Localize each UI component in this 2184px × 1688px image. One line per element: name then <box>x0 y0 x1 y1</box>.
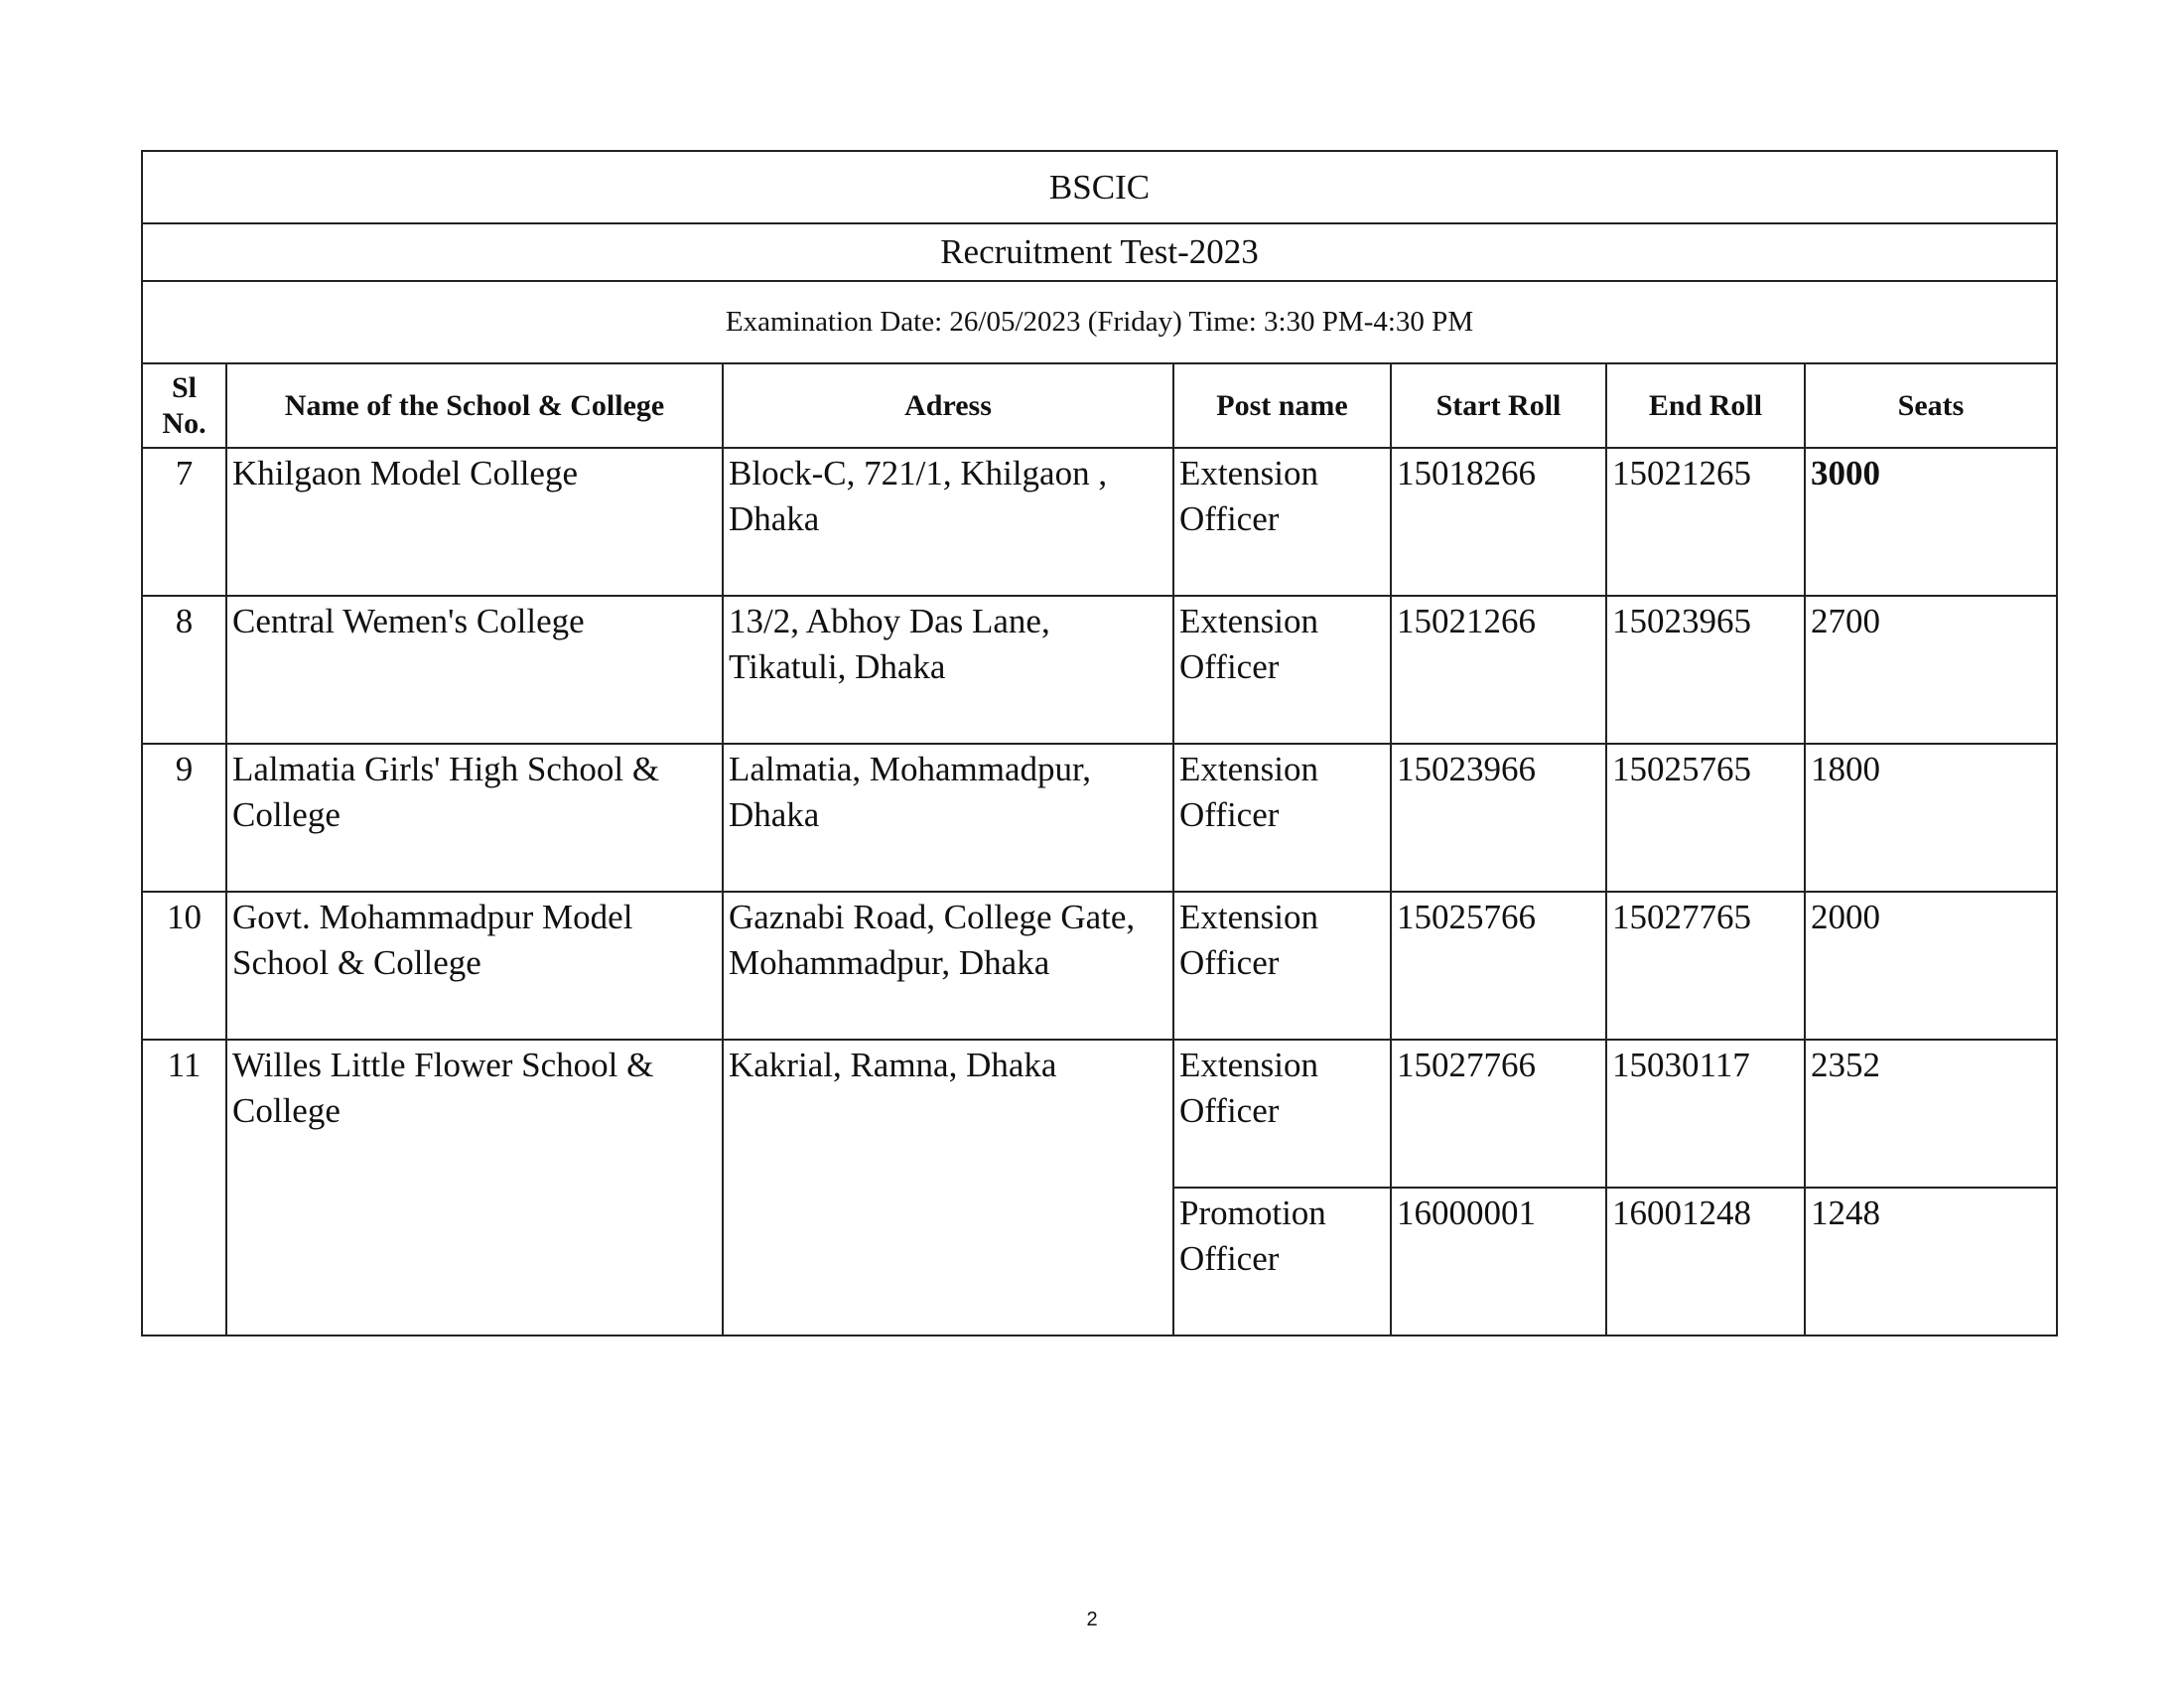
cell-post: Extension Officer <box>1173 1040 1391 1188</box>
table-row <box>142 744 2057 892</box>
cell-address: Lalmatia, Mohammadpur, Dhaka <box>723 744 1173 892</box>
cell-address: 13/2, Abhoy Das Lane, Tikatuli, Dhaka <box>723 596 1173 744</box>
cell-start-roll: 15023966 <box>1391 744 1606 892</box>
cell-name: Central Wemen's College <box>226 596 723 744</box>
cell-end-roll: 16001248 <box>1606 1188 1805 1336</box>
test-title: Recruitment Test-2023 <box>142 223 2057 281</box>
cell-sl: 7 <box>142 448 226 596</box>
cell-end-roll: 15023965 <box>1606 596 1805 744</box>
cell-start-roll: 15021266 <box>1391 596 1606 744</box>
exam-info: Examination Date: 26/05/2023 (Friday) Time: 3:30 PM-4:30 PM <box>142 281 2057 363</box>
page-number: 2 <box>1086 1609 1098 1630</box>
cell-seats: 3000 <box>1805 448 2057 596</box>
cell-start-roll: 15018266 <box>1391 448 1606 596</box>
cell-seats: 2352 <box>1805 1040 2057 1188</box>
table-row <box>142 892 2057 1040</box>
cell-seats: 1800 <box>1805 744 2057 892</box>
cell-post: Extension Officer <box>1173 448 1391 596</box>
cell-start-roll: 15027766 <box>1391 1040 1606 1188</box>
cell-end-roll: 15021265 <box>1606 448 1805 596</box>
header-start-roll: Start Roll <box>1391 363 1606 448</box>
cell-name: Lalmatia Girls' High School & College <box>226 744 723 892</box>
cell-address: Gaznabi Road, College Gate, Mohammadpur, Dhaka <box>723 892 1173 1040</box>
cell-name: Willes Little Flower School & College <box>226 1040 723 1336</box>
cell-sl: 8 <box>142 596 226 744</box>
cell-end-roll: 15030117 <box>1606 1040 1805 1188</box>
header-end-roll: End Roll <box>1606 363 1805 448</box>
cell-name: Govt. Mohammadpur Model School & College <box>226 892 723 1040</box>
cell-post: Extension Officer <box>1173 892 1391 1040</box>
cell-sl: 11 <box>142 1040 226 1336</box>
header-name: Name of the School & College <box>226 363 723 448</box>
cell-post: Extension Officer <box>1173 596 1391 744</box>
cell-seats: 1248 <box>1805 1188 2057 1336</box>
cell-address: Kakrial, Ramna, Dhaka <box>723 1040 1173 1336</box>
header-row <box>142 363 2057 448</box>
table-row <box>142 1040 2057 1188</box>
cell-post: Extension Officer <box>1173 744 1391 892</box>
table-row <box>142 596 2057 744</box>
cell-end-roll: 15027765 <box>1606 892 1805 1040</box>
cell-seats: 2700 <box>1805 596 2057 744</box>
cell-end-roll: 15025765 <box>1606 744 1805 892</box>
cell-seats: 2000 <box>1805 892 2057 1040</box>
header-post: Post name <box>1173 363 1391 448</box>
header-sl: Sl No. <box>142 363 226 448</box>
cell-post: Promotion Officer <box>1173 1188 1391 1336</box>
cell-start-roll: 15025766 <box>1391 892 1606 1040</box>
cell-address: Block-C, 721/1, Khilgaon , Dhaka <box>723 448 1173 596</box>
cell-sl: 10 <box>142 892 226 1040</box>
org-title: BSCIC <box>142 151 2057 223</box>
cell-sl: 9 <box>142 744 226 892</box>
header-address: Adress <box>723 363 1173 448</box>
seat-plan-table <box>141 150 2058 1336</box>
table-row <box>142 448 2057 596</box>
header-seats: Seats <box>1805 363 2057 448</box>
cell-start-roll: 16000001 <box>1391 1188 1606 1336</box>
cell-name: Khilgaon Model College <box>226 448 723 596</box>
